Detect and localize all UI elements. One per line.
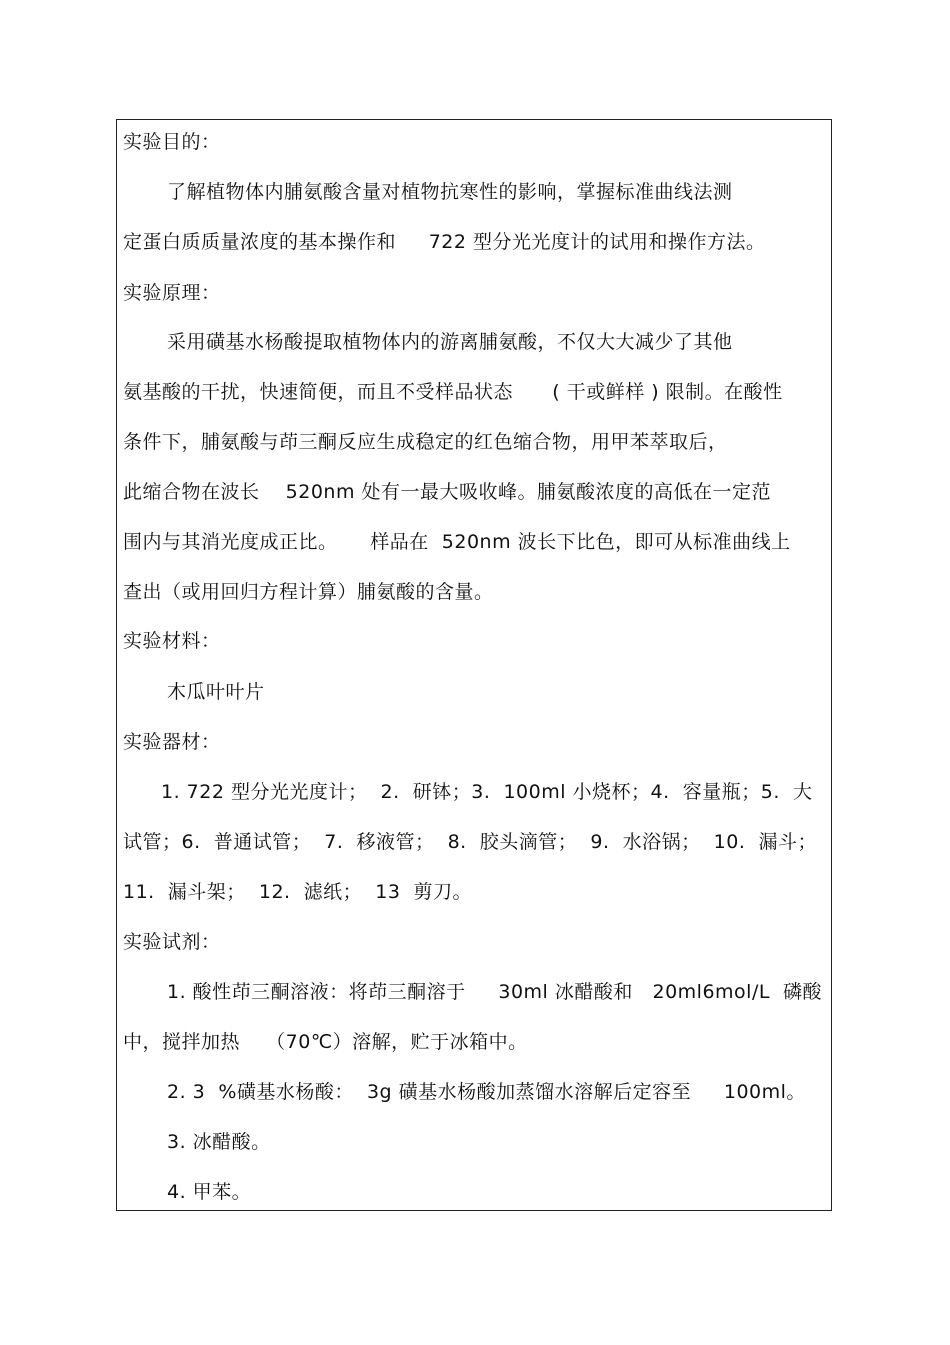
equipment-line-3: 11. 漏斗架； 12. 滤纸； 13 剪刀。: [123, 881, 473, 903]
principle-line-4: 此缩合物在波长 520nm 处有一最大吸收峰。脯氨酸浓度的高低在一定范: [123, 481, 772, 503]
reagents-line-5: 4. 甲苯。: [167, 1181, 252, 1203]
section-heading-purpose: 实验目的：: [123, 131, 221, 153]
reagents-line-2: 中，搅拌加热 （70℃）溶解，贮于冰箱中。: [123, 1031, 528, 1053]
section-heading-equipment: 实验器材：: [123, 731, 221, 753]
section-heading-materials: 实验材料：: [123, 630, 221, 652]
purpose-line-2: 定蛋白质质量浓度的基本操作和 722 型分光光度计的试用和操作方法。: [123, 231, 766, 253]
section-heading-principle: 实验原理：: [123, 282, 221, 304]
principle-line-2: 氨基酸的干扰，快速简便，而且不受样品状态 ( 干或鲜样 ) 限制。在酸性: [123, 381, 783, 403]
purpose-line-1: 了解植物体内脯氨酸含量对植物抗寒性的影响，掌握标准曲线法测: [167, 181, 733, 203]
equipment-line-2: 试管；6. 普通试管； 7. 移液管； 8. 胶头滴管； 9. 水浴锅； 10. 漏斗；: [123, 831, 817, 853]
principle-line-6: 查出（或用回归方程计算）脯氨酸的含量。: [123, 581, 494, 603]
reagents-line-4: 3. 冰醋酸。: [167, 1131, 271, 1153]
materials-line-1: 木瓜叶叶片: [167, 681, 265, 703]
principle-line-5: 围内与其消光度成正比。 样品在 520nm 波长下比色，即可从标准曲线上: [123, 531, 791, 553]
reagents-line-3: 2. 3 %磺基水杨酸： 3g 磺基水杨酸加蒸馏水溶解后定容至 100ml。: [167, 1081, 806, 1103]
principle-line-1: 采用磺基水杨酸提取植物体内的游离脯氨酸，不仅大大减少了其他: [167, 331, 733, 353]
section-heading-reagents: 实验试剂：: [123, 931, 221, 953]
equipment-line-1: 1. 722 型分光光度计； 2. 研钵；3. 100ml 小烧杯；4. 容量瓶；5. 大: [161, 781, 813, 803]
reagents-line-1: 1. 酸性茚三酮溶液：将茚三酮溶于 30ml 冰醋酸和 20ml6mol/L 磷酸: [167, 981, 823, 1003]
principle-line-3: 条件下，脯氨酸与茚三酮反应生成稳定的红色缩合物，用甲苯萃取后，: [123, 431, 728, 453]
